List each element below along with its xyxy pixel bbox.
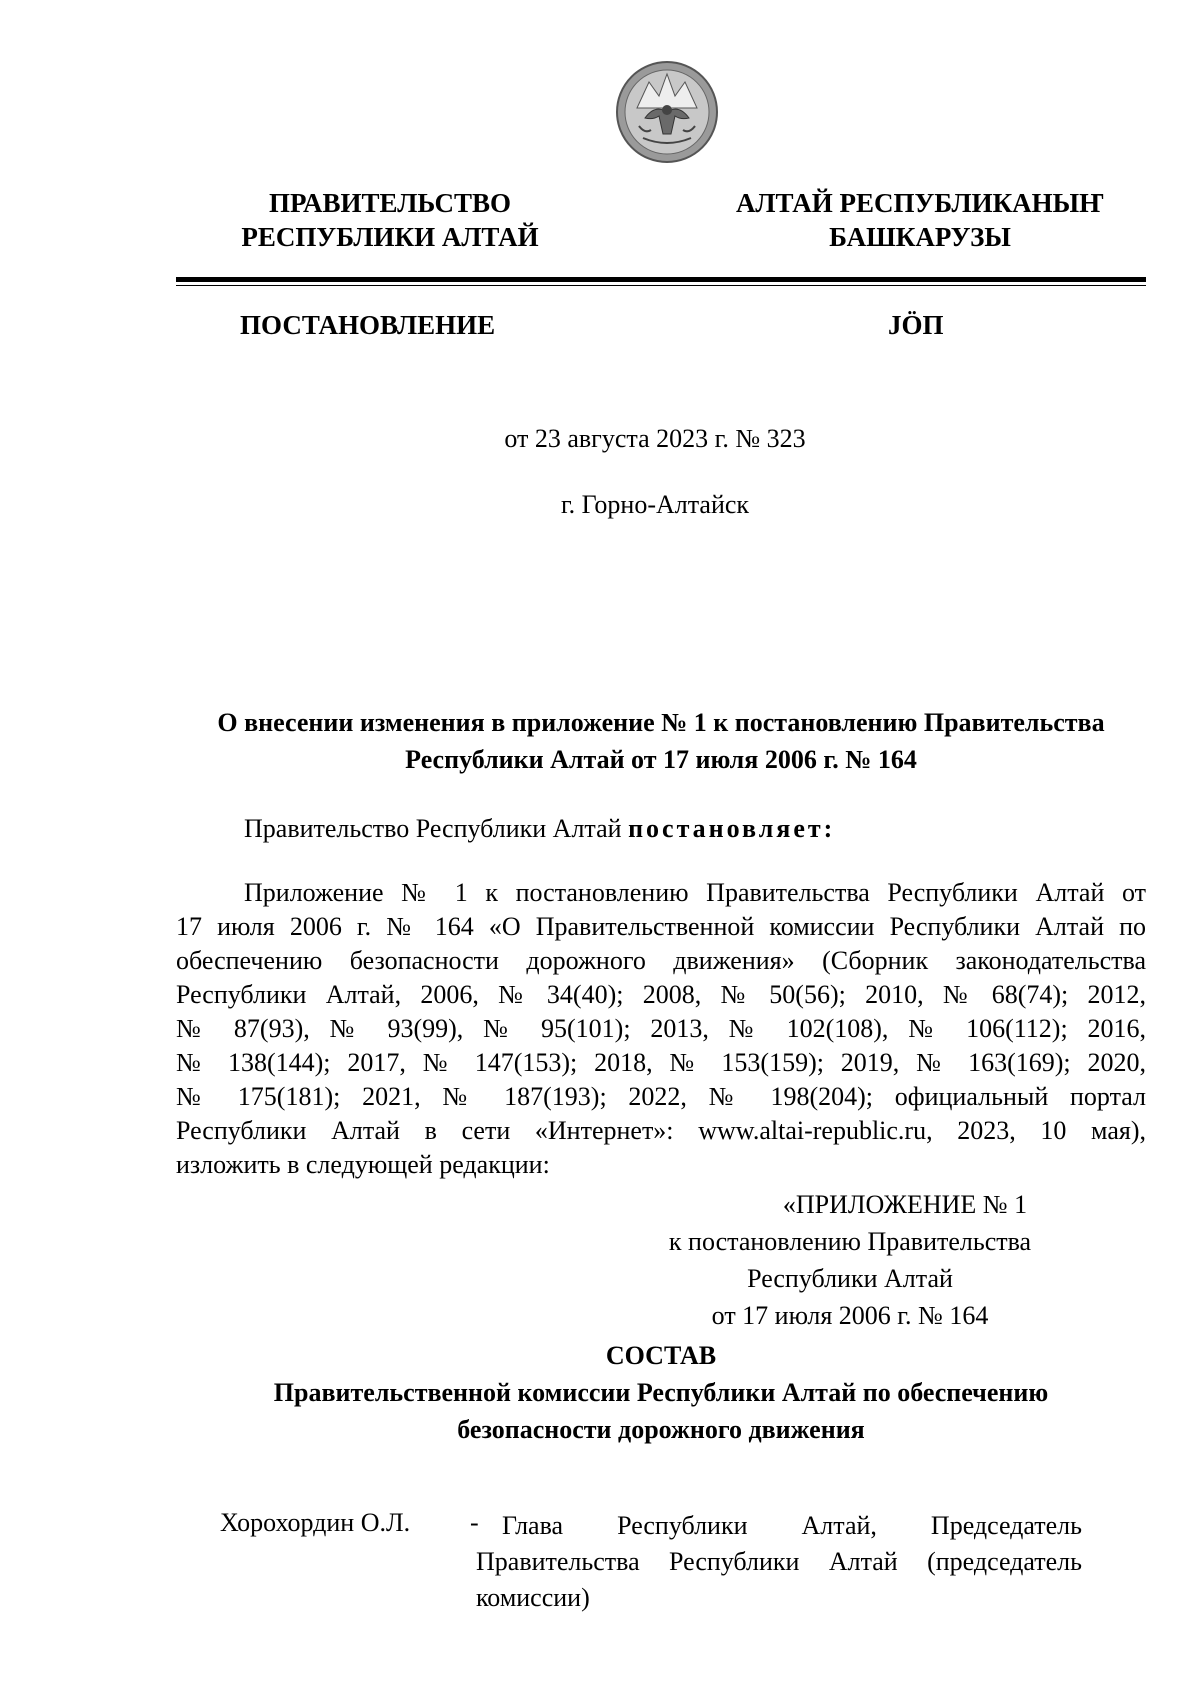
header-right-line1: АЛТАЙ РЕСПУБЛИКАНЫҤ: [735, 188, 1105, 218]
coat-of-arms-icon: [615, 60, 719, 164]
header-left-line1: ПРАВИТЕЛЬСТВО: [268, 188, 512, 218]
composition-subtitle-line2: безопасности дорожного движения: [457, 1415, 865, 1444]
doc-type-altai: JÖП: [888, 310, 944, 340]
header-divider-thick: [176, 277, 1146, 282]
body-line: обеспечению безопасности дорожного движения» (Сборник законодательства: [176, 946, 1146, 975]
resolution-line: [244, 812, 835, 846]
appendix-block: [650, 1186, 1050, 1334]
title-line2: Республики Алтай от 17 июля 2006 г. № 164: [405, 745, 917, 774]
government-name-russian: [220, 186, 560, 254]
body-line: № 175(181); 2021, № 187(193); 2022, № 198(204); официальный портал: [176, 1082, 1146, 1111]
appendix-line1: «ПРИЛОЖЕНИЕ № 1: [782, 1190, 1028, 1219]
header-right-line2: БАШКАРУЗЫ: [829, 222, 1011, 252]
member-role: [476, 1508, 1082, 1616]
member-role-line-last: комиссии): [476, 1583, 590, 1612]
body-line: Республики Алтай в сети «Интернет»: www.altai-republic.ru, 2023, 10 мая),: [176, 1116, 1146, 1145]
composition-heading: СОСТАВ: [605, 1341, 717, 1370]
appendix-line3: Республики Алтай: [747, 1264, 953, 1293]
appendix-line4: от 17 июля 2006 г. № 164: [711, 1301, 989, 1330]
doc-type-russian: ПОСТАНОВЛЕНИЕ: [240, 310, 496, 340]
member-role-line: Правительства Республики Алтай (председатель: [476, 1547, 1082, 1576]
composition-heading-block: [176, 1337, 1146, 1448]
composition-subtitle-line1: Правительственной комиссии Республики Алтай по обеспечению: [273, 1378, 1049, 1407]
member-role-line: Глава Республики Алтай, Председатель: [502, 1511, 1082, 1540]
member-name: Хорохордин О.Л.: [220, 1508, 411, 1537]
title-line1: О внесении изменения в приложение № 1 к постановлению Правительства: [217, 708, 1105, 737]
document-city: г. Горно-Алтайск: [560, 490, 750, 519]
body-line: Республики Алтай, 2006, № 34(40); 2008, № 50(56); 2010, № 68(74); 2012,: [176, 980, 1146, 1009]
government-name-altai: [730, 186, 1110, 254]
body-line-last: изложить в следующей редакции:: [176, 1150, 550, 1179]
member-dash: -: [470, 1508, 479, 1537]
body-line: № 87(93), № 93(99), № 95(101); 2013, № 102(108), № 106(112); 2016,: [176, 1014, 1146, 1043]
body-line: № 138(144); 2017, № 147(153); 2018, № 153(159); 2019, № 163(169); 2020,: [176, 1048, 1146, 1077]
body-line: Приложение № 1 к постановлению Правительства Республики Алтай от: [244, 878, 1146, 907]
resolution-verb: постановляет:: [628, 814, 836, 843]
appendix-line2: к постановлению Правительства: [668, 1227, 1032, 1256]
body-line: 17 июля 2006 г. № 164 «О Правительственной комиссии Республики Алтай по: [176, 912, 1146, 941]
header-divider-thin: [176, 285, 1146, 286]
body-paragraph: [176, 876, 1146, 1182]
resolution-prefix: Правительство Республики Алтай: [244, 814, 629, 843]
header-left-line2: РЕСПУБЛИКИ АЛТАЙ: [241, 222, 539, 252]
document-date-number: от 23 августа 2023 г. № 323: [504, 424, 806, 453]
document-title: [176, 704, 1146, 778]
